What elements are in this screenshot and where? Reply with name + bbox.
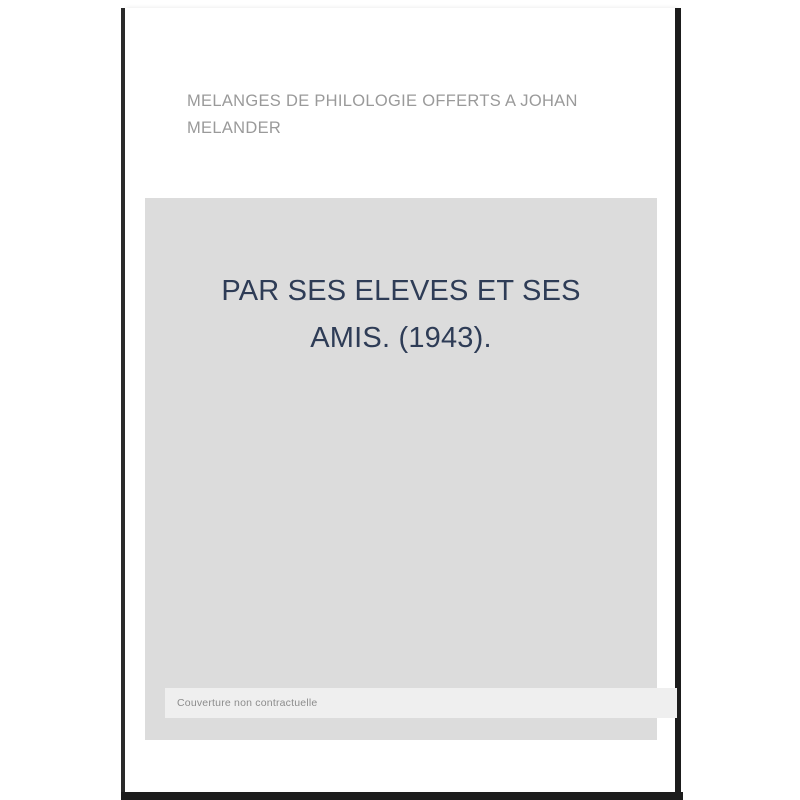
book-cover-card (124, 8, 676, 792)
cover-artwork-placeholder (145, 198, 657, 740)
cover-right-edge (675, 8, 681, 792)
cover-left-edge (121, 8, 125, 792)
cover-disclaimer-note: Couverture non contractuelle (165, 688, 677, 718)
cover-bottom-edge (121, 792, 683, 800)
cover-header-title: MELANGES DE PHILOLOGIE OFFERTS A JOHAN MELANDER (187, 92, 578, 137)
cover-main-title: PAR SES ELEVES ET SES AMIS. (1943). (221, 275, 581, 354)
